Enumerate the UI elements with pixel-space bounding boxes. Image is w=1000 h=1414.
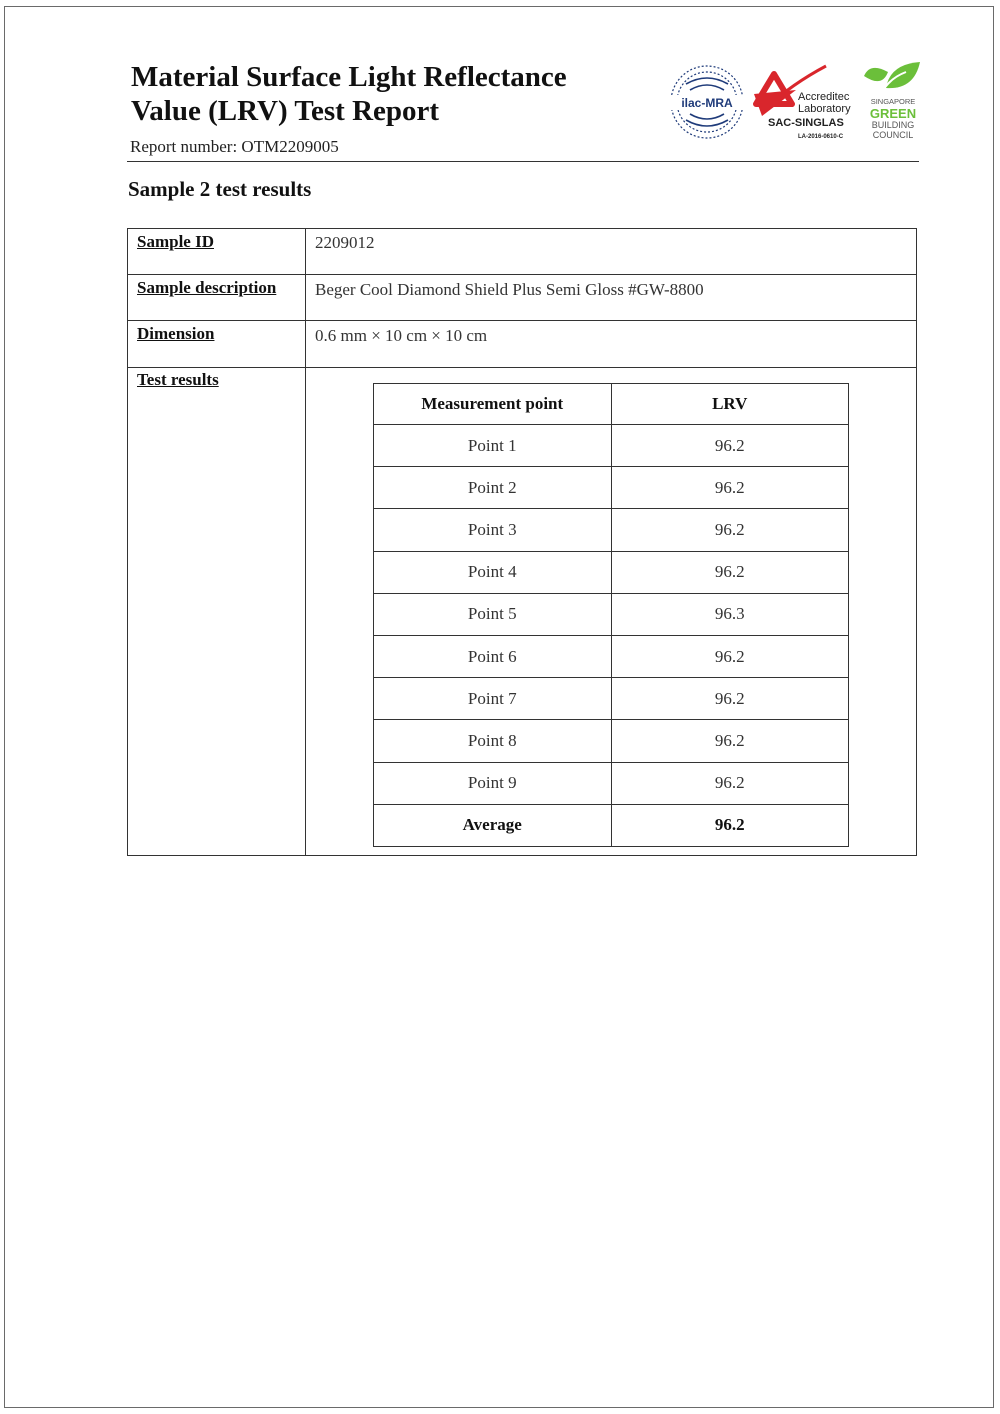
lrv-value-cell: 96.2 [611,635,849,677]
lrv-value-cell: 96.3 [611,593,849,635]
sac-logo-line-4: LA-2016-0610-C [798,134,844,140]
measurement-header-row [374,384,849,425]
lrv-value-cell: 96.2 [611,762,849,804]
measurement-point-cell: Point 3 [374,509,612,551]
table-row [374,467,849,509]
table-row [374,551,849,593]
sample-id-value: 2209012 [315,233,375,252]
ilac-logo-text: ilac-MRA [681,96,733,110]
report-number: Report number: OTM2209005 [130,137,339,156]
info-row-divider [128,367,916,368]
header-divider [127,161,919,162]
measurement-point-cell: Point 7 [374,678,612,720]
report-title-line-1: Material Surface Light Reflectance [131,61,567,93]
section-title: Sample 2 test results [128,177,312,201]
measurement-point-header: Measurement point [374,384,612,425]
dimension-value: 0.6 mm × 10 cm × 10 cm [315,326,488,345]
measurement-point-cell: Point 4 [374,551,612,593]
sgbc-leaf-logo [860,58,922,142]
table-row [374,678,849,720]
measurement-point-cell: Point 2 [374,467,612,509]
table-row [374,762,849,804]
info-column-divider [305,229,306,855]
lrv-value-cell: 96.2 [611,678,849,720]
sac-singlas-logo [752,64,858,142]
lrv-value-cell: 96.2 [611,425,849,467]
sgbc-logo-line-1: SINGAPORE [870,97,916,106]
measurement-point-cell: Point 5 [374,593,612,635]
lrv-value-cell: 96.2 [611,551,849,593]
sac-logo-line-1: Accreditec [798,91,850,103]
info-row-divider [128,274,916,275]
dimension-label: Dimension [137,324,215,343]
sample-description-label: Sample description [137,278,277,297]
measurement-point-cell: Point 6 [374,635,612,677]
average-label-cell: Average [374,804,612,846]
sample-description-value: Beger Cool Diamond Shield Plus Semi Gloss #GW-8800 [315,280,704,299]
report-title-line-2: Value (LRV) Test Report [131,95,440,127]
measurement-point-cell: Point 1 [374,425,612,467]
measurement-point-cell: Point 8 [374,720,612,762]
average-value-cell: 96.2 [611,804,849,846]
lrv-value-cell: 96.2 [611,509,849,551]
measurement-table [373,383,849,847]
sac-logo-line-2: Laboratory [798,103,851,115]
average-row [374,804,849,846]
lrv-value-cell: 96.2 [611,467,849,509]
sample-id-label: Sample ID [137,232,214,251]
table-row [374,509,849,551]
sgbc-logo-line-3: BUILDING [871,120,915,130]
sgbc-logo-line-2: GREEN [869,106,917,121]
measurement-point-cell: Point 9 [374,762,612,804]
test-results-label: Test results [137,370,219,389]
table-row [374,593,849,635]
ilac-mra-logo [668,62,746,142]
sgbc-logo-line-4: COUNCIL [872,130,914,140]
lrv-header: LRV [611,384,849,425]
info-row-divider [128,320,916,321]
table-row [374,635,849,677]
lrv-value-cell: 96.2 [611,720,849,762]
table-row [374,720,849,762]
sac-logo-line-3: SAC-SINGLAS [768,117,844,129]
report-title [131,60,567,128]
table-row [374,425,849,467]
